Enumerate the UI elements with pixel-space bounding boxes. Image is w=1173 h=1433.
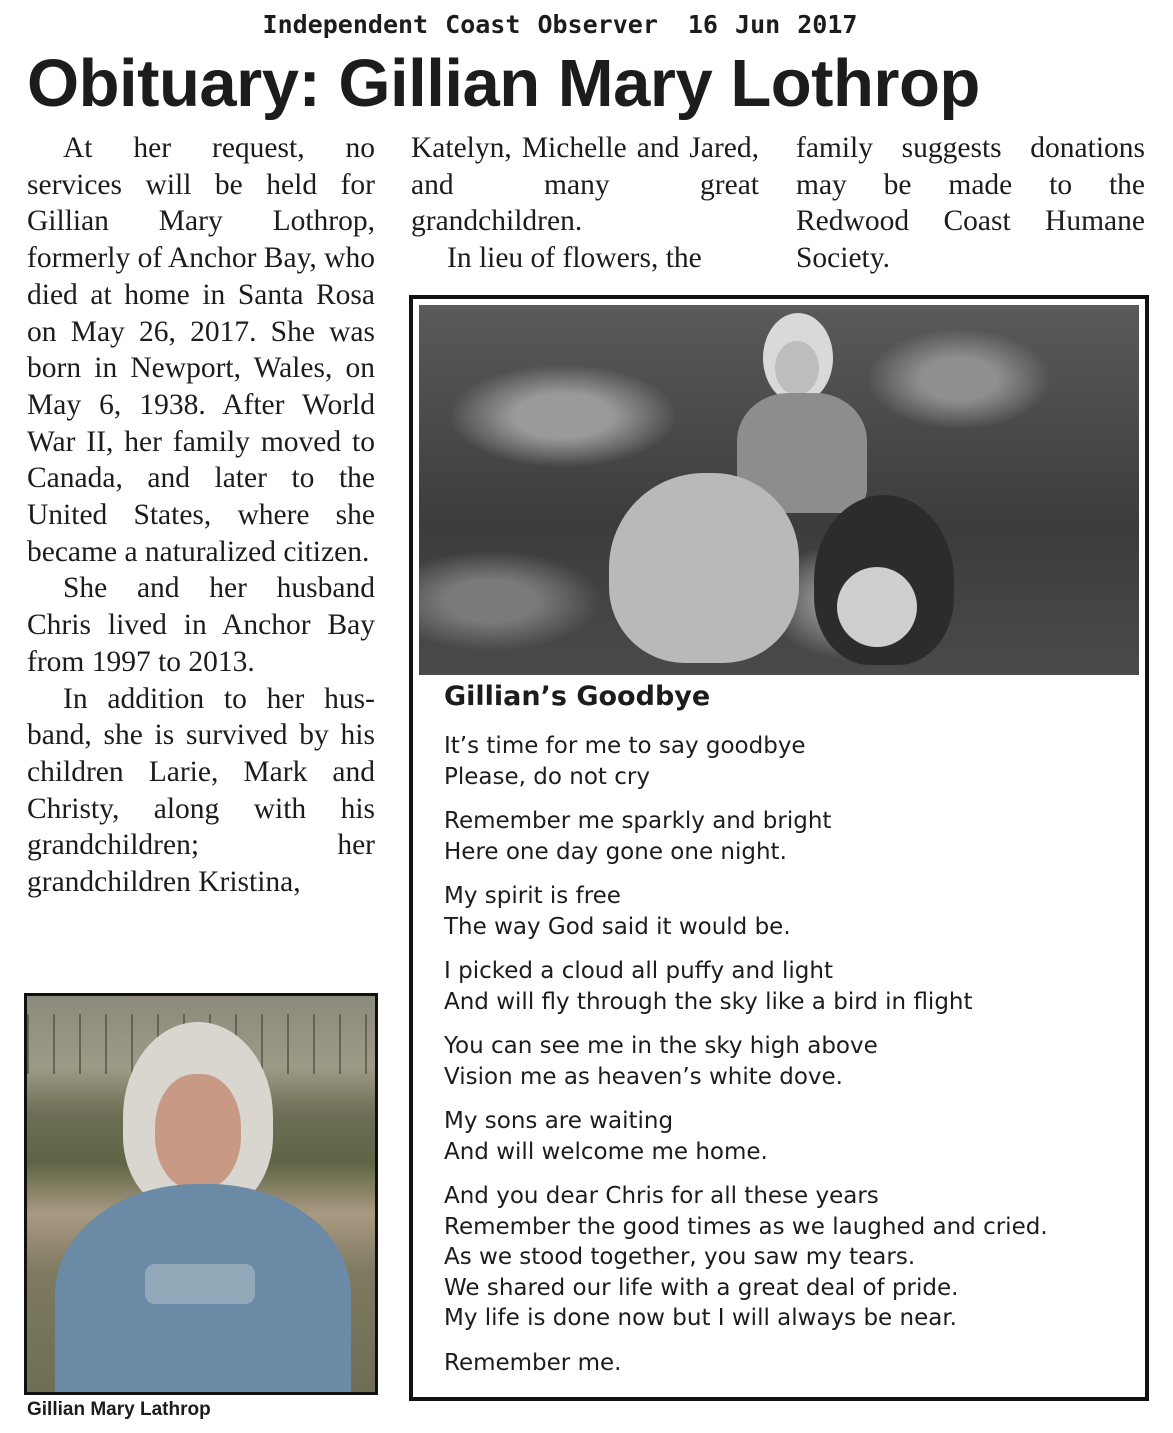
- poem-line: My spirit is free: [444, 883, 621, 909]
- poem-line: It’s time for me to say goodbye: [444, 733, 806, 759]
- poem-stanza: [444, 1031, 1134, 1092]
- poem-stanza: [444, 806, 1134, 867]
- article-column-1: [27, 130, 375, 901]
- article-paragraph: family suggests donations may be made to the Redwood Coast Humane Society.: [796, 132, 1145, 275]
- headline: Obituary: Gillian Mary Lothrop: [27, 46, 980, 121]
- poem-line: You can see me in the sky high above: [444, 1033, 878, 1059]
- photo-dog-light: [609, 473, 799, 663]
- publication-name: Independent Coast Observer: [262, 10, 658, 39]
- poem-line: And will welcome me home.: [444, 1138, 768, 1165]
- poem-line: My life is done now but I will always be near.: [444, 1305, 957, 1331]
- poem-stanza: [444, 956, 1134, 1017]
- article-paragraph: She and her husband Chris lived in Anchor Bay from 1997 to 2013.: [27, 572, 375, 678]
- photo-face: [155, 1074, 241, 1190]
- dogs-photo: [419, 305, 1139, 675]
- poem-line: Vision me as heaven’s white dove.: [444, 1063, 843, 1090]
- poem-line: We shared our life with a great deal of pride.: [444, 1274, 959, 1301]
- poem-stanza: [444, 1106, 1134, 1167]
- poem-line: Remember me.: [444, 1349, 622, 1376]
- poem-line: And will fly through the sky like a bird in flight: [444, 988, 973, 1015]
- poem-line: The way God said it would be.: [444, 913, 791, 940]
- portrait-photo: [24, 993, 378, 1395]
- publication-date: 16 Jun 2017: [687, 10, 858, 39]
- poem-stanza: [444, 731, 1134, 792]
- poem-line: Here one day gone one night.: [444, 838, 787, 865]
- masthead: [0, 10, 1120, 39]
- poem-line: And you dear Chris for all these years: [444, 1183, 879, 1209]
- poem-line: Remember me sparkly and bright: [444, 808, 832, 834]
- article-column-2: [411, 130, 759, 277]
- poem-line: Remember the good times as we laughed and cried.: [444, 1213, 1048, 1240]
- poem-line: My sons are waiting: [444, 1108, 674, 1134]
- poem-stanza: [444, 881, 1134, 942]
- poem-line: Please, do not cry: [444, 763, 650, 790]
- article-paragraph: In addition to her husband, she is survived by his children Larie, Mark and Christy, along with his grandchildren; her grandchildren Kristina,: [27, 682, 375, 899]
- photo-caption: Gillian Mary Lathrop: [27, 1399, 211, 1420]
- poem-title: Gillian’s Goodbye: [444, 681, 711, 712]
- poem-stanza: [444, 1181, 1134, 1334]
- poem-line: As we stood together, you saw my tears.: [444, 1244, 916, 1270]
- article-paragraph: In lieu of flowers, the: [447, 242, 702, 275]
- photo-girl-face: [775, 341, 819, 395]
- photo-shirt-print: [145, 1264, 255, 1304]
- poem-stanza: [444, 1348, 1134, 1379]
- article-paragraph: Katelyn, Michelle and Jared, and many great grandchildren.: [411, 132, 759, 238]
- photo-dog-dark-chest: [837, 567, 917, 647]
- article-paragraph: At her request, no services will be held for Gillian Mary Lothrop, formerly of Anchor Bay, who died at home in Santa Rosa on May 26, 2017. She was born in Newport, Wales, on May 6, 1938. After World War II, her family moved to Canada, and later to the United States, where she became a naturalized citizen.: [27, 132, 375, 568]
- poem-box: [409, 295, 1149, 1401]
- article-column-3: [796, 130, 1145, 277]
- poem-body: [444, 731, 1134, 1392]
- poem-line: I picked a cloud all puffy and light: [444, 958, 833, 984]
